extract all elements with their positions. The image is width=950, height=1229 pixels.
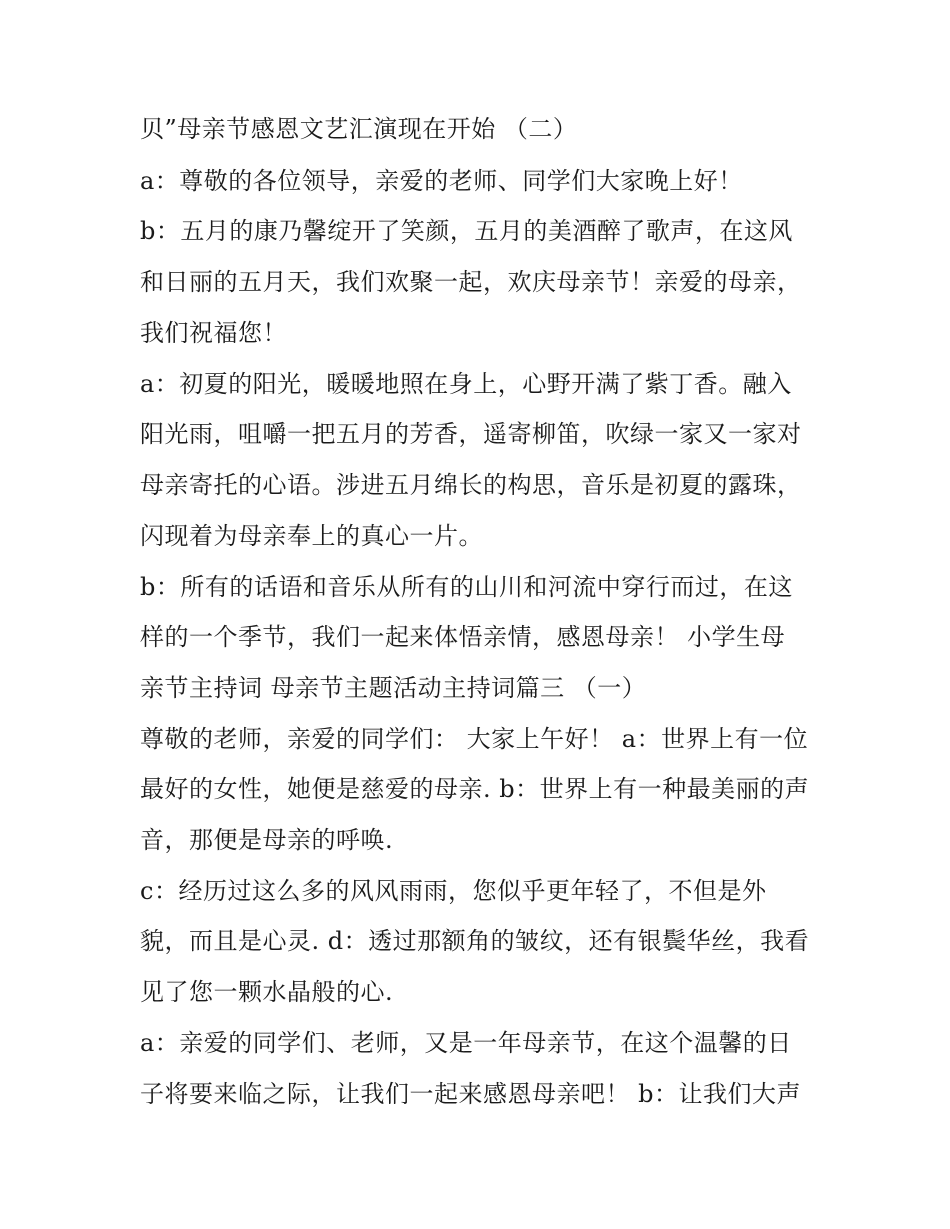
text-line: 见了您一颗水晶般的心. <box>140 978 394 1006</box>
text-line: a：亲爱的同学们、老师，又是一年母亲节，在这个温馨的日 <box>140 1029 792 1057</box>
text-line: b：所有的话语和音乐从所有的山川和河流中穿行而过，在这 <box>140 573 793 601</box>
text-line: 母亲寄托的心语。涉进五月绵长的构思，音乐是初夏的露珠， <box>140 471 802 499</box>
text-line: c：经历过这么多的风风雨雨，您似乎更年轻了，不但是外 <box>140 877 767 905</box>
text-line: 亲节主持词 母亲节主题活动主持词篇三 （一） <box>140 674 647 702</box>
text-line: 最好的女性，她便是慈爱的母亲. b：世界上有一种最美丽的声 <box>140 775 810 803</box>
text-line: 阳光雨，咀嚼一把五月的芳香，遥寄柳笛，吹绿一家又一家对 <box>140 420 802 448</box>
text-line: 闪现着为母亲奉上的真心一片。 <box>140 522 483 550</box>
text-line: 和日丽的五月天，我们欢聚一起，欢庆母亲节！亲爱的母亲， <box>140 268 802 296</box>
text-line: 子将要来临之际，让我们一起来感恩母亲吧！ b：让我们大声 <box>140 1080 801 1108</box>
text-line: b：五月的康乃馨绽开了笑颜，五月的美酒醉了歌声，在这风 <box>140 217 793 245</box>
text-line: 样的一个季节，我们一起来体悟亲情，感恩母亲！ 小学生母 <box>140 623 786 651</box>
text-line: a：初夏的阳光，暖暖地照在身上，心野开满了紫丁香。融入 <box>140 370 792 398</box>
text-line: 我们祝福您！ <box>140 319 287 347</box>
text-line: 尊敬的老师，亲爱的同学们： 大家上午好！ a：世界上有一位 <box>140 725 809 753</box>
text-line: 贝”母亲节感恩文艺汇演现在开始 （二） <box>140 115 578 143</box>
text-line: a：尊敬的各位领导，亲爱的老师、同学们大家晚上好！ <box>140 167 743 195</box>
text-line: 音，那便是母亲的呼唤. <box>140 826 394 854</box>
text-line: 貌，而且是心灵. d：透过那额角的皱纹，还有银鬓华丝，我看 <box>140 927 810 955</box>
